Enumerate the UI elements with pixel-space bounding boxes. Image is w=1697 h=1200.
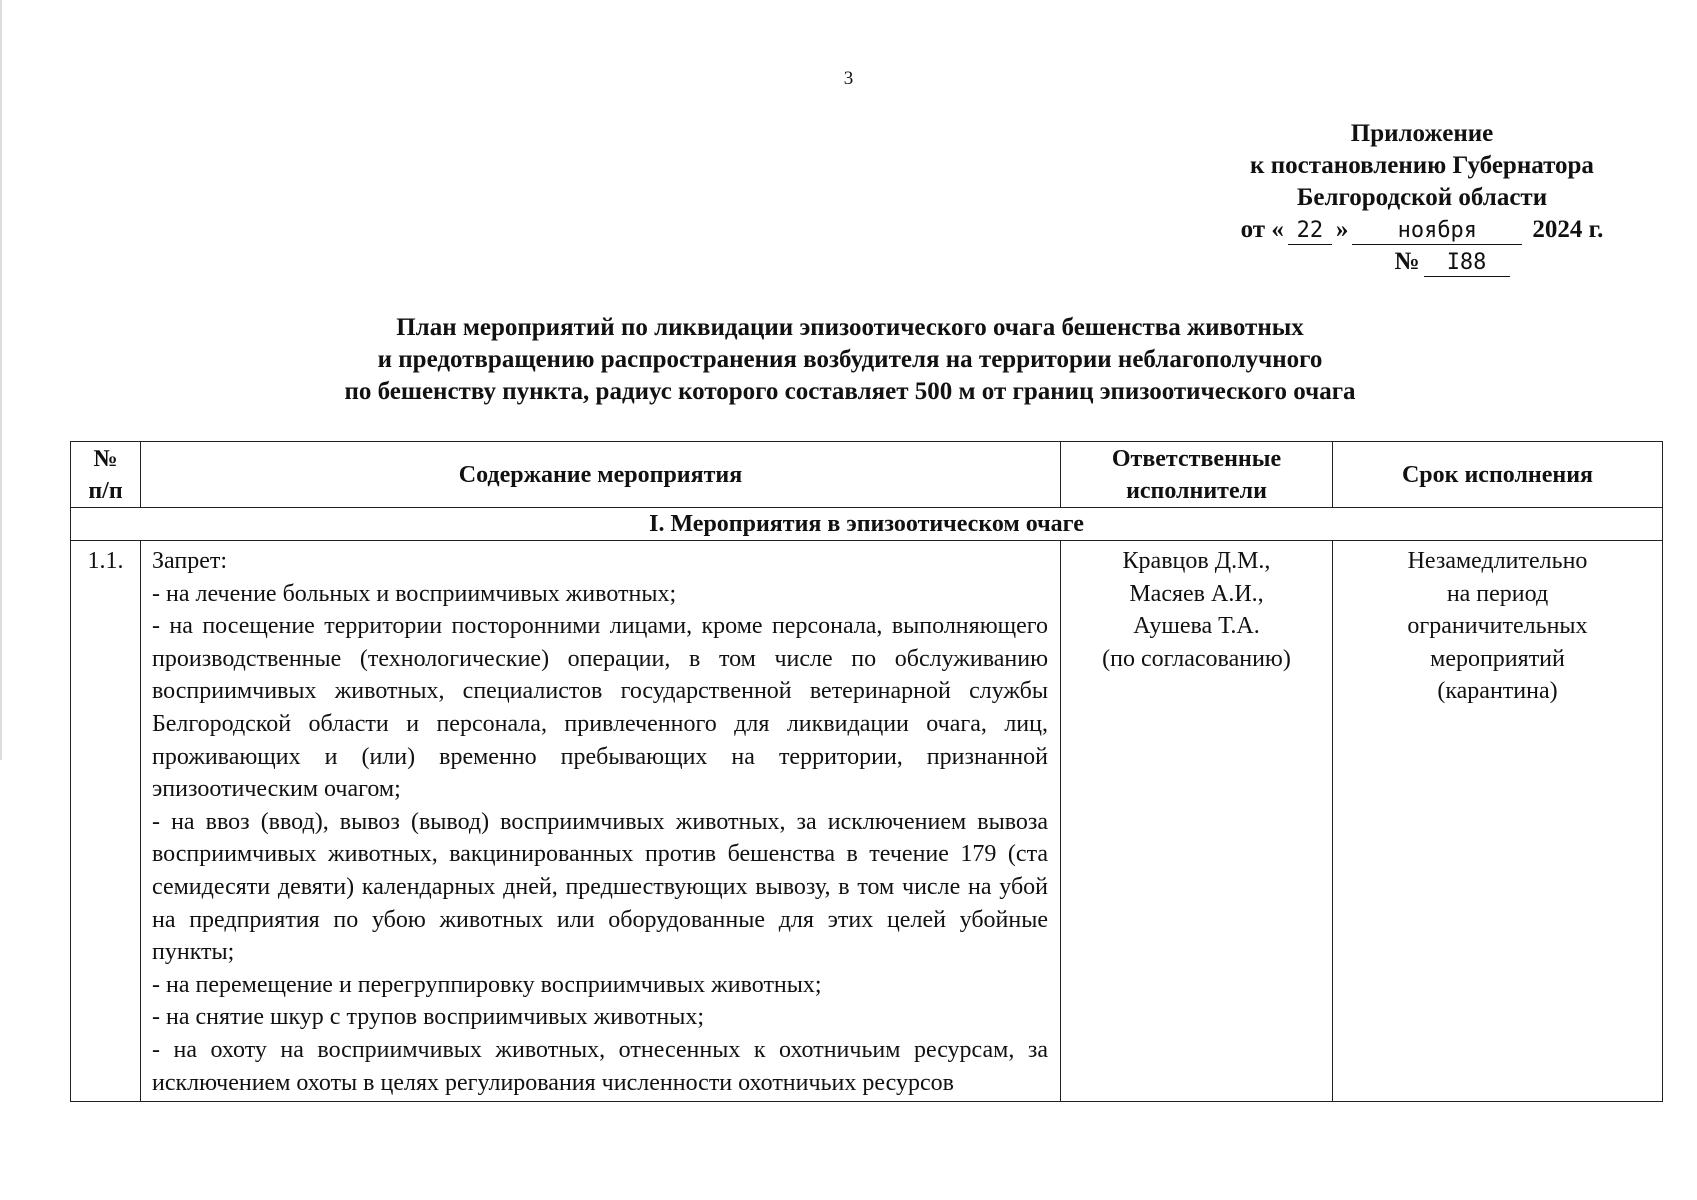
header-resp-line-2: исполнители bbox=[1126, 477, 1267, 504]
content-paragraph: Запрет: bbox=[152, 548, 228, 574]
appendix-header bbox=[1212, 118, 1632, 278]
row-term bbox=[1333, 541, 1663, 1102]
responsible-line: Аушева Т.А. bbox=[1133, 613, 1260, 640]
term-line: Незамедлительно bbox=[1407, 548, 1588, 574]
page-number: 3 bbox=[843, 68, 854, 89]
term-line: (карантина) bbox=[1437, 678, 1558, 705]
header-num-line-2: п/п bbox=[88, 477, 123, 504]
appendix-date-line bbox=[1212, 214, 1632, 246]
document-number: I88 bbox=[1424, 250, 1510, 277]
term-line: на период bbox=[1446, 580, 1549, 607]
date-prefix: от « bbox=[1240, 216, 1284, 243]
content-paragraph: - на снятие шкур с трупов восприимчивых животных; bbox=[152, 1004, 705, 1031]
table-row bbox=[71, 541, 1663, 1102]
plan-title-line-2: и предотвращению распространения возбудителя на территории неблагополучного bbox=[377, 346, 1323, 373]
plan-title-line-3: по бешенству пункта, радиус которого составляет 500 м от границ эпизоотического очага bbox=[344, 378, 1356, 405]
section-row bbox=[71, 508, 1663, 541]
plan-title bbox=[150, 312, 1550, 408]
term-line: ограничительных bbox=[1407, 613, 1588, 640]
responsible-line: Кравцов Д.М., bbox=[1122, 548, 1271, 574]
content-paragraph: - на ввоз (ввод), вывоз (вывод) восприимчивых животных, за исключением вывоза восприимчивых животных, вакцинированных против бешенства в течение 179 (ста семидесяти девяти) календарных дней, предшествующих вывозу, в том числе на убой на предприятия по убою животных или оборудованные для этих целей убойные пункты; bbox=[152, 808, 1048, 966]
table-header-row bbox=[71, 442, 1663, 508]
header-responsible bbox=[1061, 442, 1333, 508]
row-content bbox=[141, 541, 1061, 1102]
appendix-number-line bbox=[1212, 246, 1632, 278]
appendix-line-1: Приложение bbox=[1350, 120, 1494, 147]
responsible-line: (по согласованию) bbox=[1102, 645, 1291, 672]
header-num-line-1: № bbox=[93, 445, 118, 472]
header-term: Срок исполнения bbox=[1333, 442, 1663, 508]
row-responsible bbox=[1061, 541, 1333, 1102]
content-paragraph: - на лечение больных и восприимчивых животных; bbox=[152, 580, 677, 607]
content-paragraph: - на посещение территории посторонними лицами, кроме персонала, выполняющего производственные (технологические) операции, в том числе по обслуживанию восприимчивых животных, специалистов государственной ветеринарной службы Белгородской области и персонала, привлеченного для ликвидации очага, лиц, проживающих и (или) временно пребывающих на территории, признанной эпизоотическим очагом; bbox=[152, 613, 1048, 803]
section-title: I. Мероприятия в эпизоотическом очаге bbox=[71, 508, 1663, 541]
date-month: ноября bbox=[1352, 218, 1522, 245]
responsible-line: Масяев А.И., bbox=[1129, 580, 1264, 607]
term-line: мероприятий bbox=[1430, 645, 1565, 672]
date-year: 2024 г. bbox=[1532, 216, 1604, 243]
row-number: 1.1. bbox=[71, 541, 141, 1102]
header-content: Содержание мероприятия bbox=[141, 442, 1061, 508]
header-num bbox=[71, 442, 141, 508]
header-resp-line-1: Ответственные bbox=[1111, 445, 1282, 472]
content-paragraph: - на охоту на восприимчивых животных, отнесенных к охотничьим ресурсам, за исключением охоты в целях регулирования численности охотничьих ресурсов bbox=[152, 1036, 1048, 1096]
date-day: 22 bbox=[1288, 218, 1332, 245]
number-prefix: № bbox=[1394, 248, 1420, 275]
plan-title-line-1: План мероприятий по ликвидации эпизоотического очага бешенства животных bbox=[396, 314, 1304, 341]
appendix-line-3: Белгородской области bbox=[1296, 184, 1548, 211]
appendix-line-2: к постановлению Губернатора bbox=[1250, 152, 1594, 179]
scan-edge-line bbox=[0, 0, 2, 760]
date-mid: » bbox=[1335, 216, 1349, 243]
content-paragraph: - на перемещение и перегруппировку восприимчивых животных; bbox=[152, 971, 822, 998]
plan-table bbox=[70, 441, 1663, 1102]
